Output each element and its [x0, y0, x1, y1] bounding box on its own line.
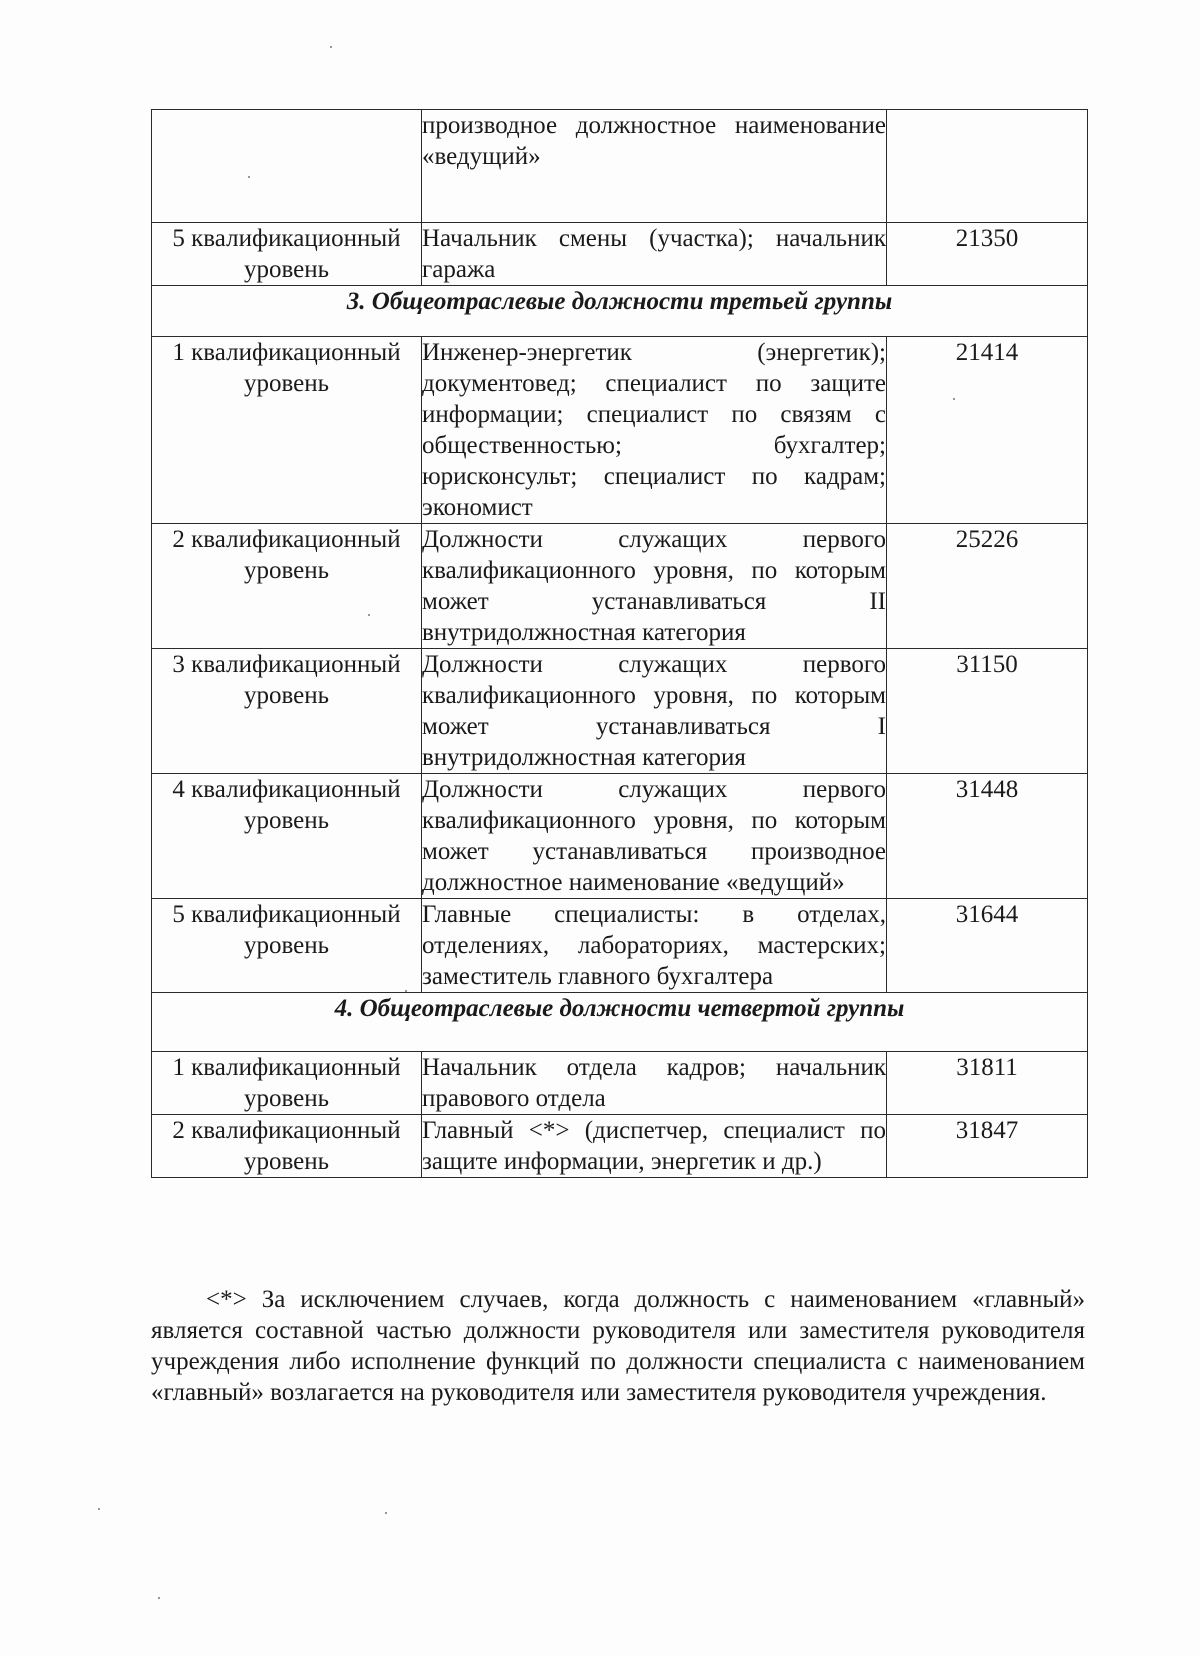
position-description-cell: Главный <*> (диспетчер, специалист по защите информации, энергетик и др.): [422, 1115, 887, 1178]
scan-speck: [248, 176, 250, 178]
position-description-cell: Должности служащих первого квалификационного уровня, по которым может устанавливаться производное должностное наименование «ведущий»: [422, 774, 887, 899]
table-row: [152, 1052, 1088, 1115]
scan-speck: [368, 614, 370, 616]
salary-cell: 31811: [887, 1052, 1088, 1115]
salary-cell: 31644: [887, 899, 1088, 993]
position-description-cell: Главные специалисты: в отделах, отделениях, лабораториях, мастерских; заместитель главного бухгалтера: [422, 899, 887, 993]
position-description-cell: производное должностное наименование «ведущий»: [422, 110, 887, 223]
qualification-level-cell: [152, 110, 422, 223]
table-row: [152, 110, 1088, 223]
qualification-level-cell: 4 квалификационный уровень: [152, 774, 422, 899]
table-row: [152, 337, 1088, 524]
salary-table: [151, 109, 1088, 1178]
position-description-cell: Инженер-энергетик (энергетик); документовед; специалист по защите информации; специалист по связям с общественностью; бухгалтер; юрисконсульт; специалист по кадрам; экономист: [422, 337, 887, 524]
table-row: [152, 774, 1088, 899]
table-row: [152, 223, 1088, 286]
salary-cell: 31150: [887, 649, 1088, 774]
scan-speck: [158, 1597, 160, 1599]
qualification-level-cell: 5 квалификационный уровень: [152, 899, 422, 993]
salary-cell: 31448: [887, 774, 1088, 899]
salary-cell: 31847: [887, 1115, 1088, 1178]
table-row: [152, 1115, 1088, 1178]
scan-speck: [385, 1512, 387, 1514]
footnote-text: <*> За исключением случаев, когда должность с наименованием «главный» является составной частью должности руководителя или заместителя руководителя учреждения либо исполнение функций по должности специалиста с наименованием «главный» возлагается на руководителя или заместителя руководителя учреждения.: [151, 1286, 1085, 1406]
group-header-row: [152, 286, 1088, 337]
table-row: [152, 524, 1088, 649]
qualification-level-cell: 3 квалификационный уровень: [152, 649, 422, 774]
qualification-level-cell: 1 квалификационный уровень: [152, 1052, 422, 1115]
qualification-level-cell: 5 квалификационный уровень: [152, 223, 422, 286]
group-header-row: [152, 993, 1088, 1052]
qualification-level-cell: 2 квалификационный уровень: [152, 524, 422, 649]
salary-cell: [887, 110, 1088, 223]
scan-speck: [98, 1508, 100, 1510]
group-heading: 3. Общеотраслевые должности третьей группы: [152, 286, 1088, 337]
footnote: [151, 1284, 1085, 1408]
qualification-level-cell: 1 квалификационный уровень: [152, 337, 422, 524]
scan-speck: [953, 398, 955, 400]
table-row: [152, 649, 1088, 774]
position-description-cell: Должности служащих первого квалификационного уровня, по которым может устанавливаться I внутридолжностная категория: [422, 649, 887, 774]
table-row: [152, 899, 1088, 993]
salary-cell: 21350: [887, 223, 1088, 286]
position-description-cell: Начальник отдела кадров; начальник правового отдела: [422, 1052, 887, 1115]
salary-cell: 25226: [887, 524, 1088, 649]
salary-cell: 21414: [887, 337, 1088, 524]
group-heading: 4. Общеотраслевые должности четвертой группы: [152, 993, 1088, 1052]
position-description-cell: Начальник смены (участка); начальник гаража: [422, 223, 887, 286]
position-description-cell: Должности служащих первого квалификационного уровня, по которым может устанавливаться II внутридолжностная категория: [422, 524, 887, 649]
scan-speck: [405, 990, 407, 992]
qualification-level-cell: 2 квалификационный уровень: [152, 1115, 422, 1178]
scan-speck: [330, 46, 332, 48]
